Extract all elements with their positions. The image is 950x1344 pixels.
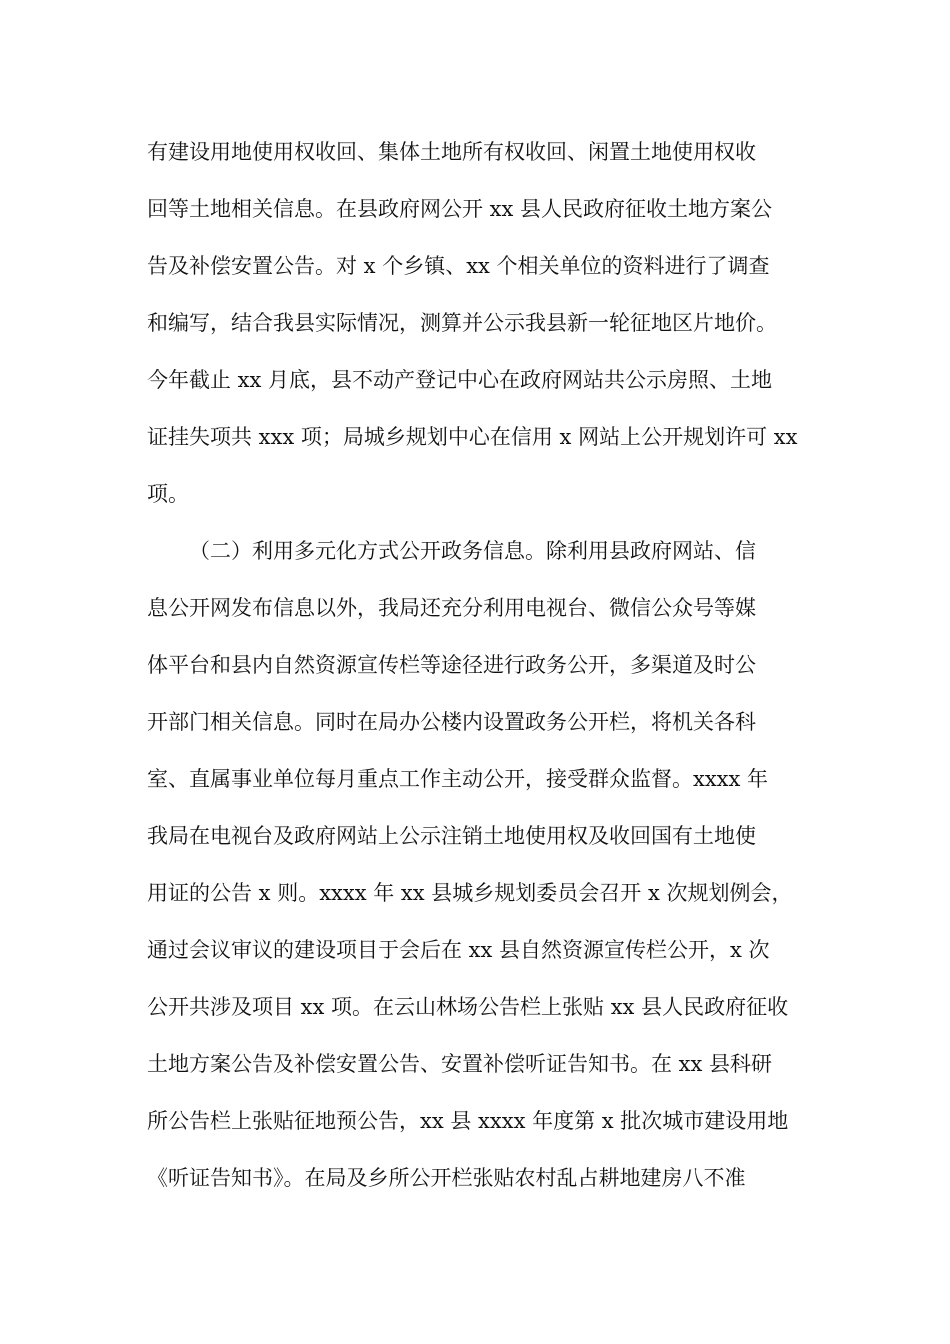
text-line: 回等土地相关信息。在县政府网公开 xx 县人民政府征收土地方案公 — [147, 197, 773, 221]
text-line: 开部门相关信息。同时在局办公楼内设置政务公开栏，将机关各科 — [147, 710, 756, 734]
text-line: 我局在电视台及政府网站上公示注销土地使用权及收回国有土地使 — [147, 824, 756, 848]
text-line: 和编写，结合我县实际情况，测算并公示我县新一轮征地区片地价。 — [147, 311, 777, 335]
text-line: 有建设用地使用权收回、集体土地所有权收回、闲置土地使用权收 — [147, 140, 756, 164]
text-line: 息公开网发布信息以外，我局还充分利用电视台、微信公众号等媒 — [147, 596, 756, 620]
text-line: 土地方案公告及补偿安置公告、安置补偿听证告知书。在 xx 县科研 — [147, 1052, 773, 1076]
text-line: 用证的公告 x 则。xxxx 年 xx 县城乡规划委员会召开 x 次规划例会， — [147, 881, 793, 905]
text-line: 体平台和县内自然资源宣传栏等途径进行政务公开，多渠道及时公 — [147, 653, 756, 677]
text-line: （二）利用多元化方式公开政务信息。除利用县政府网站、信 — [189, 539, 756, 563]
text-line: 《听证告知书》。在局及乡所公开栏张贴农村乱占耕地建房八不准 — [147, 1166, 746, 1190]
text-line: 所公告栏上张贴征地预公告，xx 县 xxxx 年度第 x 批次城市建设用地 — [147, 1109, 789, 1133]
text-line: 通过会议审议的建设项目于会后在 xx 县自然资源宣传栏公开，x 次 — [147, 938, 770, 962]
text-line: 项。 — [147, 482, 189, 506]
text-line: 证挂失项共 xxx 项；局城乡规划中心在信用 x 网站上公开规划许可 xx — [147, 425, 798, 449]
text-line: 告及补偿安置公告。对 x 个乡镇、xx 个相关单位的资料进行了调查 — [147, 254, 770, 278]
text-line: 公开共涉及项目 xx 项。在云山林场公告栏上张贴 xx 县人民政府征收 — [147, 995, 789, 1019]
text-line: 室、直属事业单位每月重点工作主动公开，接受群众监督。xxxx 年 — [147, 767, 769, 791]
text-line: 今年截止 xx 月底，县不动产登记中心在政府网站共公示房照、土地 — [147, 368, 773, 392]
